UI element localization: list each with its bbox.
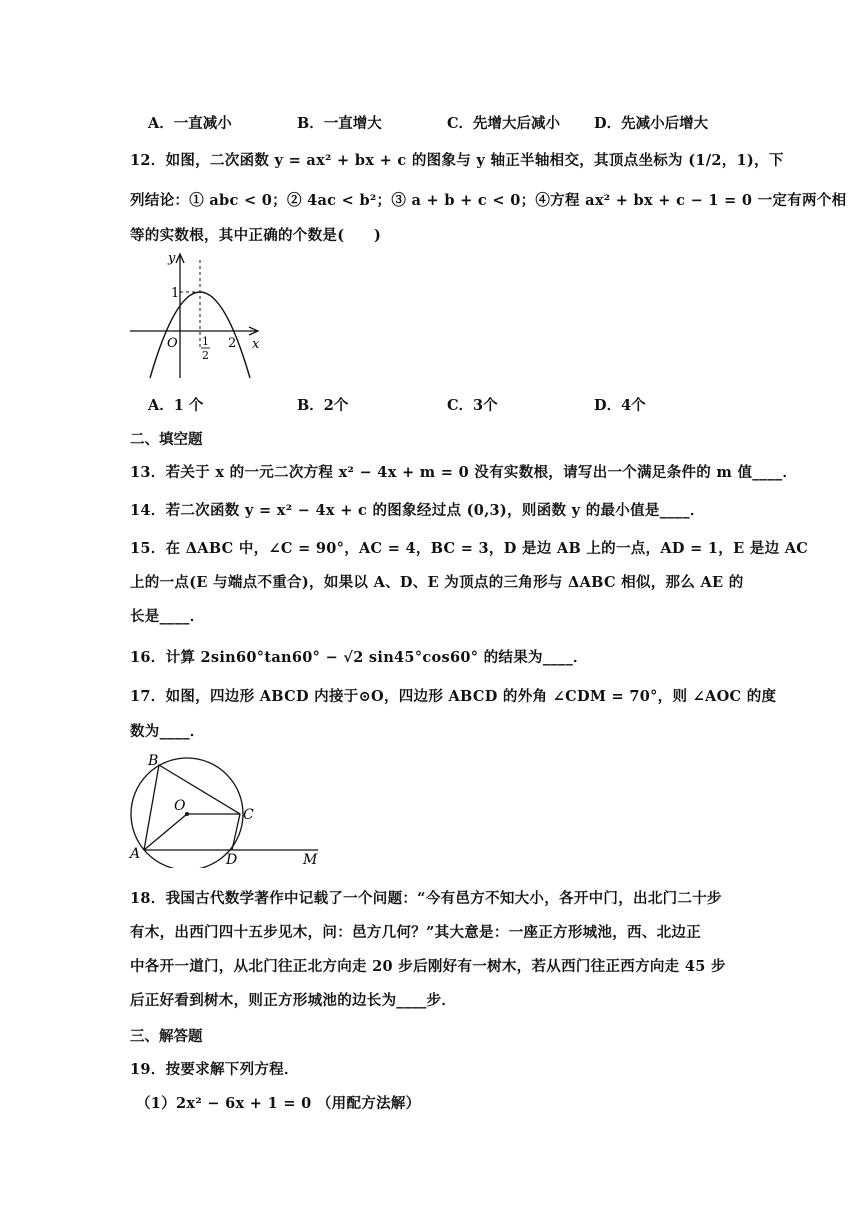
q11-option-b: B．一直增大 [297,115,382,132]
q12-line-1: 12．如图，二次函数 y = ax² + bx + c 的图象与 y 轴正半轴相交，其顶点坐标为 (1/2，1)，下 [130,152,784,169]
q17-line-1: 17．如图，四边形 ABCD 内接于⊙O，四边形 ABCD 的外角 ∠CDM = 70°，则 ∠AOC 的度 [130,688,777,705]
q15-line-3: 长是____． [130,608,205,625]
x-tick-2: 2 [228,336,237,351]
q16-text: 16．计算 2sin60°tan60° − √2 sin45°cos60° 的结果为____． [130,649,588,666]
origin-label: O [167,336,178,351]
x-tick-half-num: 1 [202,335,209,348]
label-o: O [174,798,186,814]
section-3-title: 三、解答题 [130,1028,203,1045]
q11-option-d: D．先减小后增大 [594,115,709,132]
q11-option-a: A．一直减小 [148,115,232,132]
q18-line-1: 18．我国古代数学著作中记载了一个问题：“今有邑方不知大小，各开中门，出北门二十步 [130,890,722,907]
label-b: B [148,753,159,769]
q18-line-3: 中各开一道门，从北门往正北方向走 20 步后刚好有一树木，若从西门往正西方向走 45 步 [130,958,726,975]
q15-line-1: 15．在 ΔABC 中，∠C = 90°，AC = 4，BC = 3，D 是边 AB 上的一点，AD = 1，E 是边 AC [130,540,809,557]
q18-line-4: 后正好看到树木，则正方形城池的边长为____步． [130,992,457,1009]
label-a: A [130,846,141,862]
q19-line-1: 19．按要求解下列方程． [130,1061,299,1078]
section-2-title: 二、填空题 [130,431,203,448]
q12-option-c: C．3个 [447,397,498,414]
q13-text: 13．若关于 x 的一元二次方程 x² − 4x + m = 0 没有实数根，请写出一个满足条件的 m 值____． [130,464,798,481]
q12-line-3: 等的实数根，其中正确的个数是( ) [130,227,382,244]
q15-line-2: 上的一点(E 与端点不重合)，如果以 A、D、E 为顶点的三角形与 ΔABC 相似，那么 AE 的 [130,574,744,591]
center-point [185,812,189,816]
y-tick-1: 1 [171,286,180,301]
label-c: C [243,807,254,823]
q18-line-2: 有木，出西门四十五步见木，问：邑方几何？”其大意是：一座正方形城池，西、北边正 [130,924,702,941]
q12-option-d: D．4个 [594,397,646,414]
label-m: M [303,852,318,868]
x-label: x [252,337,260,352]
q12-option-b: B．2个 [297,397,349,414]
label-d: D [226,852,238,868]
q17-circle-figure [126,748,326,868]
q12-parabola-graph [128,250,268,382]
q12-line-2: 列结论：① abc < 0；② 4ac < b²；③ a + b + c < 0；④方程 ax² + bx + c − 1 = 0 一定有两个相 [130,192,847,209]
y-label: y [168,251,176,266]
q12-option-a: A．1 个 [148,397,204,414]
q14-text: 14．若二次函数 y = x² − 4x + c 的图象经过点 (0,3)，则函数 y 的最小值是____． [130,502,705,519]
q17-line-2: 数为____． [130,723,205,740]
x-tick-half-den: 2 [202,349,209,362]
q11-option-c: C．先增大后减小 [447,115,561,132]
radius-oa [144,814,187,850]
q19-sub-1: （1）2x² − 6x + 1 = 0 （用配方法解） [136,1095,421,1112]
